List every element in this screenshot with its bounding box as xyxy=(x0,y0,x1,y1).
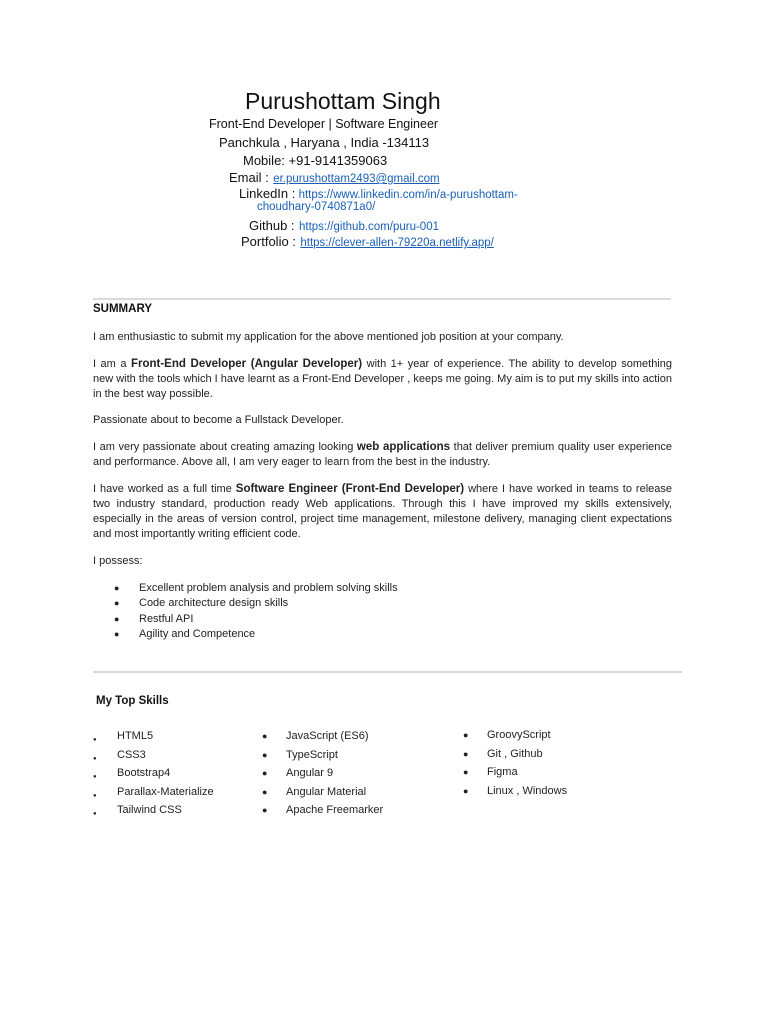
summary-paragraph-5 xyxy=(93,482,672,542)
bullet-icon: ● xyxy=(93,792,97,799)
list-item xyxy=(262,764,383,783)
bullet-icon: ● xyxy=(463,748,469,759)
list-item xyxy=(262,801,383,820)
skill-name: Apache Freemarker xyxy=(286,804,384,816)
list-item xyxy=(463,726,567,745)
linkedin-label: LinkedIn : xyxy=(239,186,296,201)
list-item-text: Agility and Competence xyxy=(139,627,256,640)
skill-name: Angular Material xyxy=(286,785,367,798)
skill-name: Linux , Windows xyxy=(487,784,568,797)
linkedin-link[interactable]: https://www.linkedin.com/in/a-purushottam- xyxy=(295,189,518,201)
list-item xyxy=(463,782,567,801)
bullet-icon: ● xyxy=(262,805,268,815)
summary-p5-post: where I have worked in teams to release two industry standard, production ready Web applications. Through this I have improved my skills extensively, especially in the areas of version control, project time management, milestone delivery, managing client expectations and most importantly writing efficient code. xyxy=(93,483,672,540)
list-item-text: Excellent problem analysis and problem solving skills xyxy=(139,582,398,594)
bullet-icon: ● xyxy=(93,737,97,743)
bullet-icon: ● xyxy=(114,628,120,639)
list-item-text: Code architecture design skills xyxy=(139,597,289,610)
skill-name: Angular 9 xyxy=(286,767,334,779)
list-item xyxy=(463,763,567,782)
summary-p1-text: I am enthusiastic to submit my application for the above mentioned job position at your company. xyxy=(93,331,564,343)
list-item xyxy=(114,627,398,642)
summary-paragraph-1 xyxy=(93,330,672,345)
bullet-icon: ● xyxy=(114,598,120,609)
bullet-icon: ● xyxy=(93,755,97,762)
bullet-icon: ● xyxy=(463,767,469,777)
skills-heading: My Top Skills xyxy=(96,695,169,707)
github-link[interactable]: https://github.com/puru-001 xyxy=(298,221,439,233)
summary-paragraph-4 xyxy=(93,440,672,470)
location: Panchkula , Haryana , India -134113 xyxy=(219,135,430,150)
bullet-icon: ● xyxy=(463,785,469,796)
list-item xyxy=(93,783,214,802)
list-item xyxy=(262,783,383,802)
bullet-icon: ● xyxy=(262,731,268,741)
summary-p3-text: Passionate about to become a Fullstack Developer. xyxy=(93,414,344,426)
bullet-icon: ● xyxy=(262,786,268,797)
list-item xyxy=(114,596,398,611)
summary-heading: SUMMARY xyxy=(93,303,152,315)
job-title: Front-End Developer | Software Engineer xyxy=(209,117,439,131)
skill-name: GroovyScript xyxy=(487,729,551,741)
summary-p4-post: that deliver premium quality user experience and performance. Above all, I am very eager to learn from the best in the industry. xyxy=(93,441,672,468)
summary-p5-pre: I have worked as a full time xyxy=(93,483,236,495)
skills-column-2 xyxy=(262,727,383,820)
bullet-icon: ● xyxy=(93,811,97,817)
list-item xyxy=(93,727,214,746)
section-divider xyxy=(93,671,682,673)
skill-name: CSS3 xyxy=(117,748,146,761)
bullet-icon: ● xyxy=(463,730,469,740)
skill-name: Bootstrap4 xyxy=(117,767,171,779)
list-item xyxy=(262,727,383,746)
email-link[interactable]: er.purushottam2493@gmail.com xyxy=(273,173,440,185)
email-label: Email : xyxy=(229,170,269,185)
list-item xyxy=(262,746,383,765)
list-item-text: Restful API xyxy=(139,612,194,625)
skill-name: Git , Github xyxy=(487,747,543,760)
summary-p5-bold: Software Engineer (Front-End Developer) xyxy=(235,483,465,495)
bullet-icon: ● xyxy=(114,583,120,593)
list-item xyxy=(93,801,214,820)
skill-name: Tailwind CSS xyxy=(117,804,182,816)
skills-column-1 xyxy=(93,727,214,820)
summary-paragraph-2 xyxy=(93,357,672,402)
linkedin-link-continued[interactable]: choudhary-0740871a0/ xyxy=(257,201,376,213)
mobile: Mobile: +91-9141359063 xyxy=(243,153,388,168)
skill-name: JavaScript (ES6) xyxy=(286,730,369,742)
bullet-icon: ● xyxy=(262,768,268,778)
list-item xyxy=(114,581,398,596)
bullet-icon: ● xyxy=(93,774,97,780)
bullet-icon: ● xyxy=(114,613,120,624)
list-item xyxy=(93,764,214,783)
list-item xyxy=(93,746,214,765)
bullet-icon: ● xyxy=(262,749,268,760)
skill-name: HTML5 xyxy=(117,730,154,742)
possess-list xyxy=(114,581,398,642)
summary-p2-bold: Front-End Developer (Angular Developer) xyxy=(130,358,363,370)
skill-name: Figma xyxy=(487,766,518,778)
possess-line xyxy=(93,554,672,569)
github-label: Github : xyxy=(249,218,295,233)
summary-p2-post: with 1+ year of experience. The ability to develop something new with the tools which I have learnt as a Front-End Developer , keeps me going. My aim is to put my skills into action in the best way possible. xyxy=(93,358,672,400)
section-divider xyxy=(93,298,671,300)
portfolio-link[interactable]: https://clever-allen-79220a.netlify.app/ xyxy=(300,237,494,249)
skill-name: Parallax-Materialize xyxy=(117,785,214,798)
skills-column-3 xyxy=(463,726,567,800)
portfolio-line xyxy=(241,233,494,251)
skill-name: TypeScript xyxy=(286,748,338,761)
portfolio-label: Portfolio : xyxy=(241,234,296,249)
candidate-name: Purushottam Singh xyxy=(245,88,441,114)
summary-p4-pre: I am very passionate about creating amazing looking xyxy=(93,441,357,453)
summary-p2-pre: I am a xyxy=(93,358,131,370)
list-item xyxy=(114,612,398,627)
list-item xyxy=(463,745,567,764)
summary-p4-bold: web applications xyxy=(356,441,451,453)
possess-text: I possess: xyxy=(93,555,143,567)
summary-paragraph-3 xyxy=(93,413,672,428)
